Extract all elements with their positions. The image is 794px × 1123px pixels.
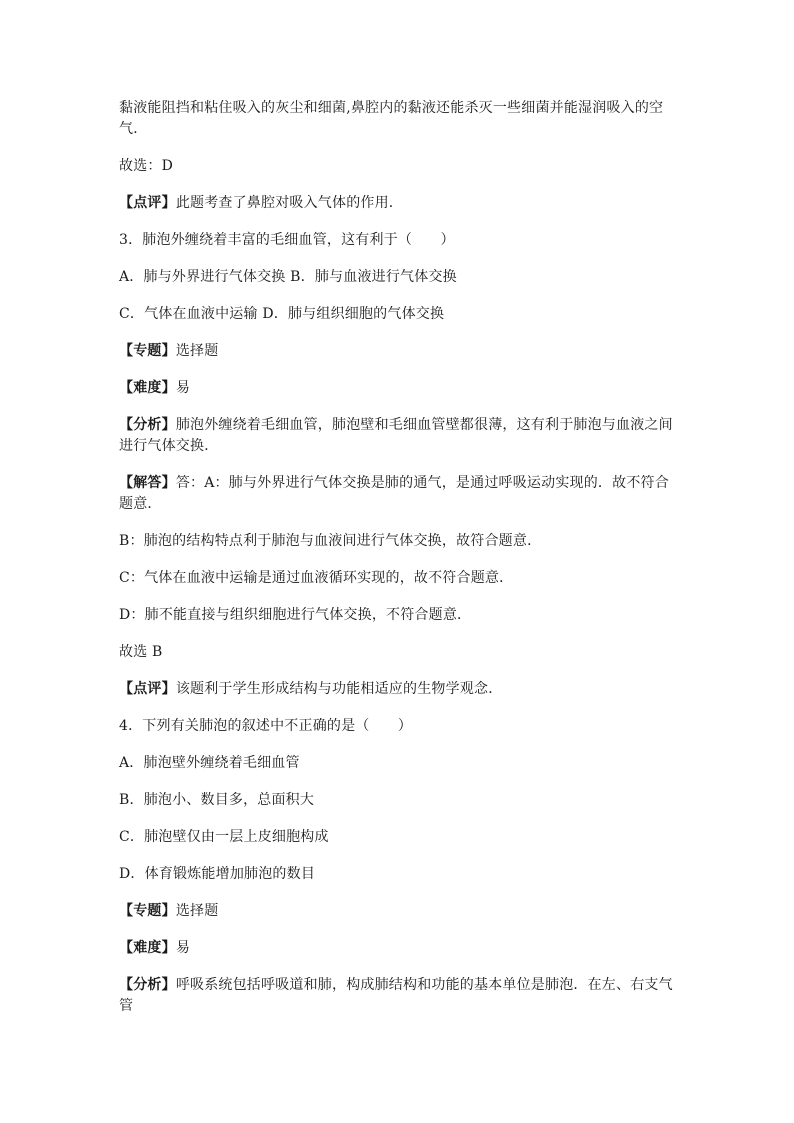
paragraph-text: B．肺泡小、数目多，总面积大 xyxy=(119,792,315,808)
paragraph-2 xyxy=(119,156,679,177)
document-body xyxy=(119,98,679,1033)
question-3-answer xyxy=(119,473,679,515)
question-3-comment xyxy=(119,679,679,700)
question-4-option-d xyxy=(119,864,679,885)
question-3-options-ab xyxy=(119,267,679,288)
question-4-option-b xyxy=(119,790,679,811)
question-4-analysis xyxy=(119,975,679,1017)
paragraph-text: 4．下列有关肺泡的叙述中不正确的是（ ） xyxy=(119,718,413,734)
paragraph-text: 肺泡外缠绕着毛细血管，肺泡壁和毛细血管壁都很薄，这有利于肺泡与血液之间进行气体交换． xyxy=(119,417,673,454)
paragraph-text: 选择题 xyxy=(175,343,219,359)
paragraph-text: C：气体在血液中运输是通过血液循环实现的，故不符合题意． xyxy=(119,570,514,586)
question-4-option-c xyxy=(119,827,679,848)
paragraph-text: C．气体在血液中运输 D．肺与组织细胞的气体交换 xyxy=(119,306,445,322)
paragraph-tag: 【难度】 xyxy=(119,380,176,396)
paragraph-text: 答：A：肺与外界进行气体交换是肺的通气，是通过呼吸运动实现的．故不符合题意． xyxy=(119,475,669,512)
question-3-options-cd xyxy=(119,304,679,325)
paragraph-text: 故选 B xyxy=(119,644,163,660)
paragraph-tag: 【解答】 xyxy=(119,475,176,491)
paragraph-text: 易 xyxy=(175,380,191,396)
paragraph-text: 此题考查了鼻腔对吸入气体的作用． xyxy=(175,195,404,211)
paragraph-text: B：肺泡的结构特点利于肺泡与血液间进行气体交换，故符合题意． xyxy=(119,533,542,549)
question-3-difficulty xyxy=(119,378,679,399)
question-4-option-a xyxy=(119,753,679,774)
paragraph-tag: 【专题】 xyxy=(119,903,176,919)
question-3-answer-d xyxy=(119,605,679,626)
question-4-topic xyxy=(119,901,679,922)
paragraph-tag: 【专题】 xyxy=(119,343,176,359)
paragraph-text: D．体育锻炼能增加肺泡的数目 xyxy=(119,866,316,882)
question-3-choice xyxy=(119,642,679,663)
question-3-answer-c xyxy=(119,568,679,589)
paragraph-text: A．肺与外界进行气体交换 B．肺与血液进行气体交换 xyxy=(119,269,457,285)
paragraph-1 xyxy=(119,98,679,140)
question-4-difficulty xyxy=(119,938,679,959)
paragraph-text: 呼吸系统包括呼吸道和肺，构成肺结构和功能的基本单位是肺泡．在左、右支气管 xyxy=(119,977,673,1014)
paragraph-3 xyxy=(119,193,679,214)
paragraph-text: C．肺泡壁仅由一层上皮细胞构成 xyxy=(119,829,329,845)
question-4-stem xyxy=(119,716,679,737)
paragraph-text: 该题利于学生形成结构与功能相适应的生物学观念． xyxy=(175,681,503,697)
paragraph-text: D：肺不能直接与组织细胞进行气体交换，不符合题意． xyxy=(119,607,472,623)
question-3-topic xyxy=(119,341,679,362)
paragraph-text: 选择题 xyxy=(175,903,219,919)
paragraph-tag: 【点评】 xyxy=(119,195,176,211)
question-3-answer-b xyxy=(119,531,679,552)
question-3-analysis xyxy=(119,415,679,457)
paragraph-tag: 【分析】 xyxy=(119,977,176,993)
paragraph-text: 3．肺泡外缠绕着丰富的毛细血管，这有利于（ ） xyxy=(119,232,455,248)
paragraph-text: A．肺泡壁外缠绕着毛细血管 xyxy=(119,755,300,771)
paragraph-text: 黏液能阻挡和粘住吸入的灰尘和细菌,鼻腔内的黏液还能杀灭一些细菌并能湿润吸入的空气． xyxy=(119,100,664,137)
question-3-stem xyxy=(119,230,679,251)
paragraph-text: 故选：D xyxy=(119,158,174,174)
paragraph-tag: 【难度】 xyxy=(119,940,176,956)
paragraph-tag: 【分析】 xyxy=(119,417,176,433)
paragraph-tag: 【点评】 xyxy=(119,681,176,697)
paragraph-text: 易 xyxy=(175,940,191,956)
